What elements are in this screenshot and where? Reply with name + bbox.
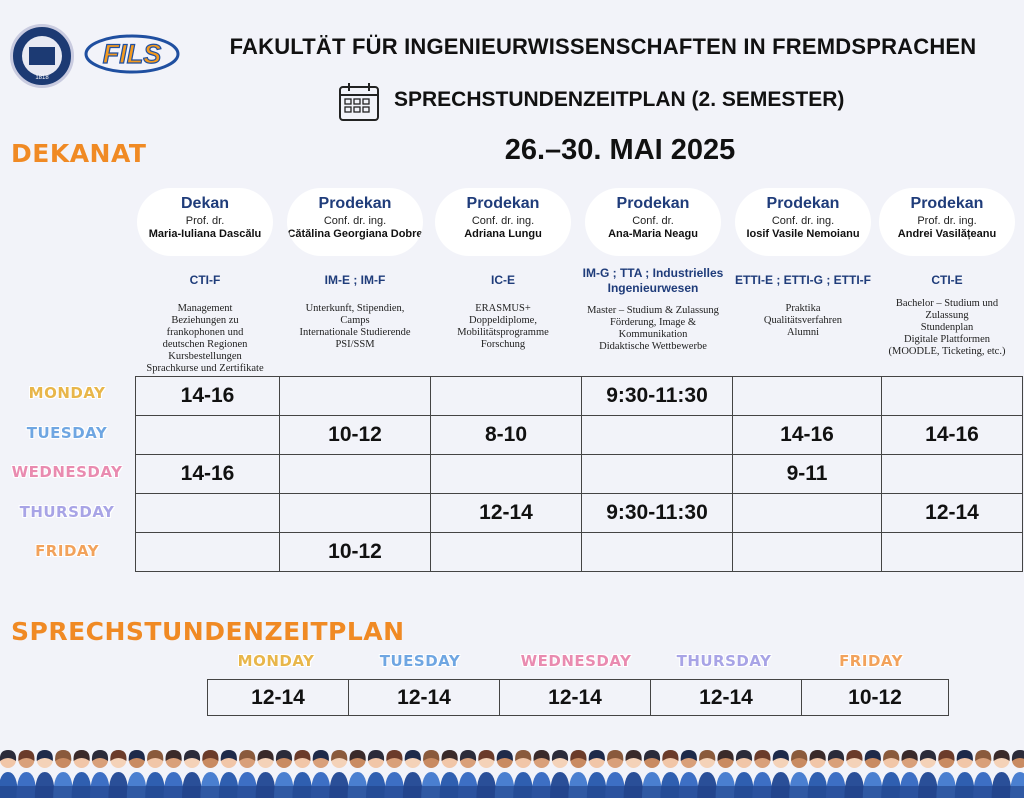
office-day-tuesday: TUESDAY	[379, 652, 461, 670]
staff-name: Adriana Lungu	[464, 228, 542, 240]
schedule-cell: 10-12	[280, 416, 431, 455]
schedule-cell	[280, 494, 431, 533]
schedule-cell: 9-11	[733, 455, 882, 494]
staff-duties	[129, 303, 281, 375]
university-logo	[10, 24, 74, 88]
staff-degree: Conf. dr. ing.	[471, 215, 535, 227]
staff-duties	[871, 298, 1023, 358]
staff-degree: Prof. dr. ing.	[917, 215, 977, 227]
duty-line: frankophonen und	[166, 327, 244, 338]
schedule-cell: 12-14	[431, 494, 582, 533]
duty-line: Alumni	[786, 327, 820, 338]
schedule-cell	[582, 416, 733, 455]
schedule-cell: 14-16	[136, 455, 280, 494]
schedule-cell: 14-16	[136, 377, 280, 416]
staff-role: Prodekan	[318, 195, 392, 212]
schedule-row	[136, 533, 1023, 572]
day-label-wednesday: WEDNESDAY	[11, 463, 123, 481]
schedule-cell	[733, 494, 882, 533]
staff-role: Prodekan	[616, 195, 690, 212]
staff-name: Cătălina Georgiana Dobre	[287, 228, 423, 240]
day-label-monday: MONDAY	[28, 384, 106, 402]
duty-line: Management	[177, 303, 233, 314]
office-hours-cell: 12-14	[651, 680, 802, 716]
duty-line: Kursbestellungen	[168, 351, 242, 362]
schedule-table	[135, 376, 1023, 572]
schedule-cell	[280, 377, 431, 416]
staff-duties	[577, 305, 729, 353]
schedule-cell	[733, 377, 882, 416]
page-subtitle: SPRECHSTUNDENZEITPLAN (2. SEMESTER)	[394, 88, 845, 111]
duty-line: Beziehungen zu	[171, 315, 239, 326]
duty-line: Master – Studium & Zulassung	[587, 305, 719, 316]
date-range: 26.–30. MAI 2025	[504, 134, 736, 166]
staff-programs: IM-G ; TTA ; Industrielles Ingenieurwesen	[582, 266, 724, 295]
schedule-cell: 12-14	[882, 494, 1023, 533]
staff-name: Maria-Iuliana Dascălu	[148, 228, 262, 240]
staff-degree: Conf. dr.	[632, 215, 674, 227]
audience-illustration	[0, 740, 1024, 798]
schedule-cell	[136, 533, 280, 572]
schedule-row	[136, 377, 1023, 416]
schedule-row	[136, 416, 1023, 455]
duty-line: deutschen Regionen	[162, 339, 248, 350]
schedule-cell: 10-12	[280, 533, 431, 572]
office-day-monday: MONDAY	[237, 652, 315, 670]
office-hours-cell: 12-14	[349, 680, 500, 716]
duty-line: Unterkunft, Stipendien,	[305, 303, 405, 314]
staff-card	[137, 188, 273, 256]
schedule-cell: 9:30-11:30	[582, 377, 733, 416]
staff-name: Ana-Maria Neagu	[608, 228, 698, 240]
staff-card	[287, 188, 423, 256]
schedule-cell: 9:30-11:30	[582, 494, 733, 533]
duty-line: Stundenplan	[920, 322, 974, 333]
schedule-cell	[136, 494, 280, 533]
duty-line: Camps	[340, 315, 370, 326]
schedule-cell	[733, 533, 882, 572]
section-sprechstunden: SPRECHSTUNDENZEITPLAN	[11, 617, 405, 646]
office-hours-cell: 12-14	[208, 680, 349, 716]
duty-line: Praktika	[785, 303, 821, 314]
staff-role: Prodekan	[766, 195, 840, 212]
logo-year: 1818	[35, 75, 49, 81]
seat-row	[0, 786, 1024, 798]
staff-programs: IM-E ; IM-F	[324, 273, 386, 287]
schedule-row	[136, 455, 1023, 494]
schedule-cell: 8-10	[431, 416, 582, 455]
schedule-cell	[582, 455, 733, 494]
duty-line: ERASMUS+	[475, 303, 531, 314]
duty-line: PSI/SSM	[335, 339, 375, 350]
schedule-cell: 14-16	[733, 416, 882, 455]
duty-line: Digitale Plattformen	[903, 334, 991, 345]
staff-card	[435, 188, 571, 256]
duty-line: Forschung	[480, 339, 526, 350]
schedule-row	[136, 494, 1023, 533]
duty-line: (MOODLE, Ticketing, etc.)	[888, 346, 1006, 357]
duty-line: Doppeldiplome,	[469, 315, 537, 326]
duty-line: Bachelor – Studium und	[895, 298, 999, 309]
office-hours-cell: 10-12	[802, 680, 949, 716]
staff-degree: Conf. dr. ing.	[323, 215, 387, 227]
staff-card	[585, 188, 721, 256]
staff-name: Andrei Vasilățeanu	[897, 228, 997, 240]
staff-degree: Prof. dr.	[185, 215, 225, 227]
staff-role: Prodekan	[466, 195, 540, 212]
staff-duties	[427, 303, 579, 351]
office-day-wednesday: WEDNESDAY	[520, 652, 632, 670]
calendar-icon	[338, 82, 380, 122]
staff-programs: IC-E	[491, 273, 515, 287]
staff-programs: ETTI-E ; ETTI-G ; ETTI-F	[735, 273, 871, 287]
schedule-cell: 14-16	[882, 416, 1023, 455]
staff-duties	[727, 303, 879, 339]
schedule-cell	[431, 455, 582, 494]
staff-name: Iosif Vasile Nemoianu	[746, 228, 860, 240]
staff-card	[879, 188, 1015, 256]
schedule-cell	[280, 455, 431, 494]
office-hours-table	[207, 679, 949, 716]
office-hours-row	[208, 680, 949, 716]
section-dekanat: DEKANAT	[11, 139, 147, 168]
day-label-friday: FRIDAY	[35, 542, 99, 560]
office-day-friday: FRIDAY	[839, 652, 903, 670]
duty-line: Mobilitätsprogramme	[457, 327, 549, 338]
duty-line: Didaktische Wettbewerbe	[599, 341, 707, 352]
day-label-tuesday: TUESDAY	[26, 423, 108, 442]
staff-card	[735, 188, 871, 256]
office-hours-cell: 12-14	[500, 680, 651, 716]
staff-role: Dekan	[180, 195, 230, 212]
duty-line: Qualitätsverfahren	[763, 315, 843, 326]
office-day-thursday: THURSDAY	[676, 652, 772, 670]
schedule-cell	[431, 533, 582, 572]
duty-line: Kommunikation	[618, 329, 688, 340]
staff-programs: CTI-E	[931, 273, 963, 287]
staff-degree: Conf. dr. ing.	[771, 215, 835, 227]
page-title: FAKULTÄT FÜR INGENIEURWISSENSCHAFTEN IN FREMDSPRACHEN	[229, 34, 977, 59]
schedule-cell	[882, 533, 1023, 572]
schedule-cell	[882, 455, 1023, 494]
duty-line: Internationale Studierende	[299, 327, 411, 338]
schedule-cell	[136, 416, 280, 455]
schedule-cell	[431, 377, 582, 416]
staff-programs: CTI-F	[189, 273, 221, 287]
schedule-cell	[582, 533, 733, 572]
day-label-thursday: THURSDAY	[19, 502, 115, 521]
fils-logo	[84, 34, 180, 74]
duty-line: Sprachkurse und Zertifikate	[146, 363, 264, 374]
staff-role: Prodekan	[910, 195, 984, 212]
duty-line: Förderung, Image &	[609, 317, 697, 328]
staff-duties	[279, 303, 431, 351]
schedule-cell	[882, 377, 1023, 416]
duty-line: Zulassung	[925, 310, 969, 321]
fils-logo-text: FILS	[102, 39, 162, 69]
